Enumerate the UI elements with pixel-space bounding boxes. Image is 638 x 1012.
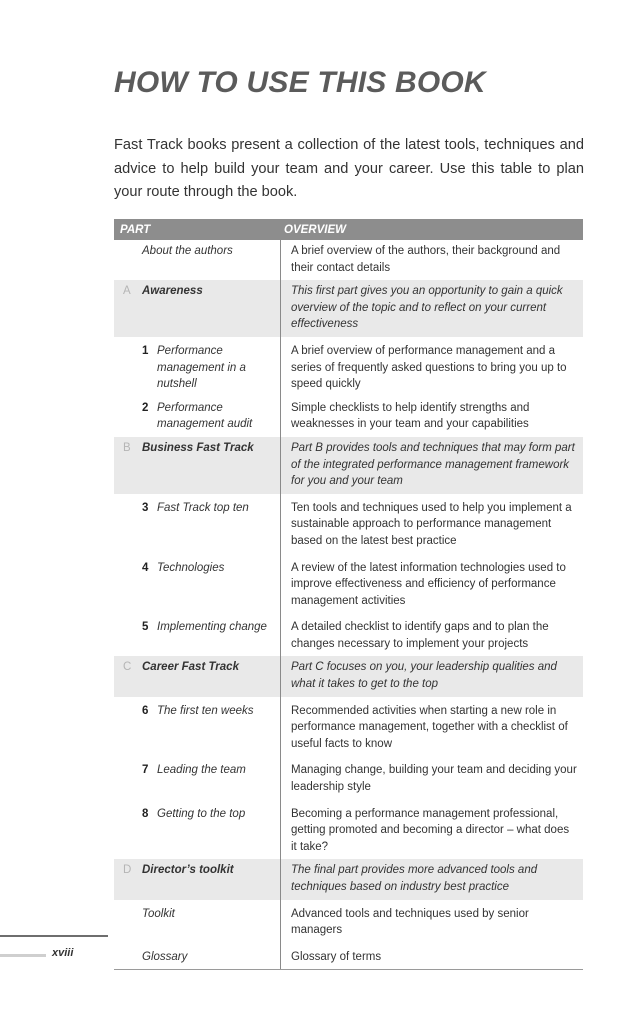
overview-cell: A brief overview of the authors, their background and their contact details <box>280 240 583 280</box>
section-letter: B <box>123 441 131 454</box>
header-part: PART <box>120 223 151 236</box>
table-row-section-c <box>114 656 583 696</box>
table-row <box>114 756 583 799</box>
table-row-section-b <box>114 437 583 494</box>
chapter-number: 3 <box>142 501 149 514</box>
part-cell <box>114 613 280 656</box>
part-name: Awareness <box>142 285 203 298</box>
table-row-section-a <box>114 280 583 337</box>
table-row <box>114 900 583 943</box>
chapter-number: 6 <box>142 704 149 717</box>
part-name: Performance management audit <box>157 401 253 431</box>
footer-rule <box>0 935 108 937</box>
section-letter: D <box>123 864 132 877</box>
part-name: Performance management in a nutshell <box>157 344 246 391</box>
part-cell <box>114 697 280 757</box>
part-name: Director’s toolkit <box>142 864 234 877</box>
page-title: HOW TO USE THIS BOOK <box>114 66 486 99</box>
chapter-number: 7 <box>142 764 149 777</box>
part-name: Toolkit <box>142 907 175 920</box>
part-name: Glossary <box>142 950 188 963</box>
chapter-number: 5 <box>142 621 149 634</box>
part-cell <box>114 437 280 494</box>
section-letter: C <box>123 661 132 674</box>
chapter-number: 2 <box>142 401 149 414</box>
intro-paragraph: Fast Track books present a collection of the latest tools, techniques and advice to help build your team and your career. Use this table to plan your route through the book. <box>114 137 584 200</box>
table-row <box>114 337 583 397</box>
chapter-number: 4 <box>142 561 149 574</box>
part-cell <box>114 337 280 397</box>
table-row-section-d <box>114 859 583 899</box>
part-cell <box>114 859 280 899</box>
part-name: Career Fast Track <box>142 661 239 674</box>
table-row <box>114 397 583 437</box>
table-row <box>114 494 583 554</box>
chapter-number: 1 <box>142 344 149 357</box>
part-cell <box>114 756 280 799</box>
overview-cell: A review of the latest information technologies used to improve effectiveness and efficiency of performance management activities <box>280 554 583 614</box>
chapter-number: 8 <box>142 807 149 820</box>
overview-cell: Part B provides tools and techniques that may form part of the integrated performance management framework for you and your team <box>280 437 583 494</box>
part-cell <box>114 397 280 437</box>
table-header <box>114 219 583 240</box>
part-cell <box>114 280 280 337</box>
part-name: Leading the team <box>157 764 246 777</box>
section-letter: A <box>123 285 131 298</box>
overview-cell: Advanced tools and techniques used by senior managers <box>280 900 583 943</box>
overview-cell: A detailed checklist to identify gaps and to plan the changes necessary to implement your projects <box>280 613 583 656</box>
overview-cell: Recommended activities when starting a new role in performance management, together with a checklist of useful facts to know <box>280 697 583 757</box>
overview-cell: Simple checklists to help identify strengths and weaknesses in your team and your capabilities <box>280 397 583 437</box>
table-row <box>114 554 583 614</box>
overview-cell: Ten tools and techniques used to help you implement a sustainable approach to performance management based on the latest best practice <box>280 494 583 554</box>
part-name: Technologies <box>157 561 225 574</box>
part-name: Business Fast Track <box>142 441 254 454</box>
part-cell <box>114 554 280 614</box>
part-name: Getting to the top <box>157 807 246 820</box>
part-cell <box>114 943 280 970</box>
part-cell <box>114 900 280 943</box>
table-row <box>114 697 583 757</box>
overview-cell: This first part gives you an opportunity to gain a quick overview of the topic and to reflect on your current effectiveness <box>280 280 583 337</box>
part-cell <box>114 800 280 860</box>
overview-cell: Glossary of terms <box>280 943 583 970</box>
table-row <box>114 240 583 280</box>
table-row <box>114 613 583 656</box>
part-cell <box>114 240 280 280</box>
overview-cell: The final part provides more advanced tools and techniques based on industry best practice <box>280 859 583 899</box>
footer-rule-short <box>0 954 46 957</box>
part-cell <box>114 656 280 696</box>
part-name: The first ten weeks <box>157 704 254 717</box>
overview-cell: A brief overview of performance management and a series of frequently asked questions to bring you up to speed quickly <box>280 337 583 397</box>
part-name: Implementing change <box>157 621 267 634</box>
part-name: Fast Track top ten <box>157 501 249 514</box>
contents-table <box>114 219 583 970</box>
header-overview: OVERVIEW <box>284 223 346 236</box>
overview-cell: Becoming a performance management professional, getting promoted and becoming a director – what does it take? <box>280 800 583 860</box>
part-name: About the authors <box>142 245 233 257</box>
overview-cell: Part C focuses on you, your leadership qualities and what it takes to get to the top <box>280 656 583 696</box>
table-row <box>114 943 583 970</box>
part-cell <box>114 494 280 554</box>
overview-cell: Managing change, building your team and deciding your leadership style <box>280 756 583 799</box>
table-row <box>114 800 583 860</box>
page-number: xviii <box>52 947 74 959</box>
